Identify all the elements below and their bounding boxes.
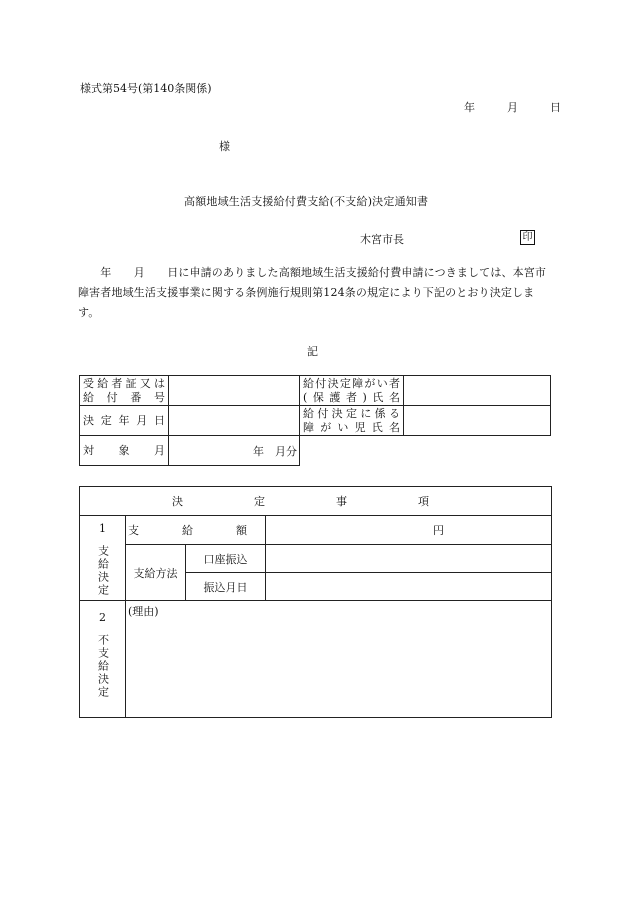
decision-date-text: 決定年月日 xyxy=(83,413,165,427)
section1-number: 1 xyxy=(99,522,106,535)
recipient-id-line2: 給付番号 xyxy=(83,390,165,404)
recipient-id-value[interactable] xyxy=(169,376,300,406)
decision-header-text: 決 定 事 項 xyxy=(172,495,459,508)
decision-date-label xyxy=(80,406,169,436)
table-row xyxy=(80,487,552,516)
date-day: 日 xyxy=(550,101,561,114)
recipient-id-line1: 受給者証又は xyxy=(83,376,165,390)
guardian-line1: 給付決定障がい者 xyxy=(303,376,400,390)
target-month-value[interactable]: 年 月分 xyxy=(169,436,300,466)
table-row xyxy=(80,516,552,545)
child-name-value[interactable] xyxy=(404,406,551,436)
decision-date-value[interactable] xyxy=(169,406,300,436)
date-year: 年 xyxy=(464,101,475,114)
date-month: 月 xyxy=(507,101,518,114)
ki-heading: 記 xyxy=(307,345,318,358)
addressee-suffix: 様 xyxy=(219,140,230,153)
decision-table xyxy=(79,486,552,718)
amount-value[interactable] xyxy=(266,516,552,545)
reason-cell[interactable] xyxy=(126,601,552,718)
transfer-date-label: 振込月日 xyxy=(186,573,266,601)
target-month-label xyxy=(80,436,169,466)
amount-unit: 円 xyxy=(433,524,444,537)
decision-header xyxy=(80,487,552,516)
section2-number: 2 xyxy=(99,611,106,624)
guardian-name-label xyxy=(300,376,404,406)
info-table xyxy=(79,375,551,466)
recipient-id-label xyxy=(80,376,169,406)
table-row xyxy=(80,545,552,573)
form-id: 様式第54号(第140条関係) xyxy=(80,82,212,95)
reason-label: (理由) xyxy=(128,605,159,618)
empty-cell xyxy=(404,436,551,466)
section2-label: 不支給決定 xyxy=(96,634,110,699)
issuer-name: 木宮市長 xyxy=(360,233,404,246)
bank-transfer-label: 口座振込 xyxy=(186,545,266,573)
table-row xyxy=(80,376,551,406)
child-line2: 障がい児氏名 xyxy=(303,420,400,434)
date-line xyxy=(464,99,561,115)
payment-method-label: 支給方法 xyxy=(126,545,186,601)
child-line1: 給付決定に係る xyxy=(303,406,400,420)
child-name-label xyxy=(300,406,404,436)
section1-label: 支給決定 xyxy=(96,545,110,597)
guardian-name-value[interactable] xyxy=(404,376,551,406)
transfer-date-value[interactable] xyxy=(266,573,552,601)
table-row xyxy=(80,436,551,466)
amount-label xyxy=(126,516,266,545)
section2-cell xyxy=(80,601,126,718)
target-month-text: 対象月 xyxy=(83,443,165,457)
section1-cell xyxy=(80,516,126,601)
guardian-line2: (保護者)氏名 xyxy=(303,390,400,404)
table-row xyxy=(80,601,552,718)
seal-mark: 印 xyxy=(520,230,535,245)
empty-cell xyxy=(300,436,404,466)
table-row xyxy=(80,406,551,436)
document-title: 高額地域生活支援給付費支給(不支給)決定通知書 xyxy=(184,195,429,208)
body-text: 年 月 日に申請のありました高額地域生活支援給付費申請につきましては、本宮市障害者地域生活支援事業に関する条例施行規則第124条の規定により下記のとおり決定します。 xyxy=(78,266,547,319)
bank-transfer-value[interactable] xyxy=(266,545,552,573)
amount-label-text: 支 給 額 xyxy=(128,524,263,537)
